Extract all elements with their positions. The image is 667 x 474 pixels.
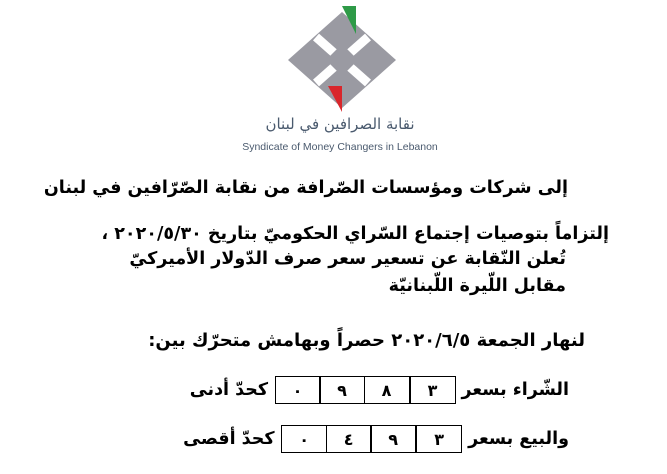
announcement-commitment: إلتزاماً بتوصيات إجتماع السّراي الحكوميّ بتاريخ ٢٠٢٠/٥/٣٠ ،: [101, 224, 609, 244]
sell-rate-row: [183, 424, 569, 454]
sell-digit-box: ٠: [281, 425, 327, 453]
logo-arabic-name: نقابة الصرافين في لبنان: [265, 115, 415, 133]
buy-rate-row: [190, 375, 569, 405]
announcement-date: لنهار الجمعة ٢٠٢٠/٦/٥ حصراً وبهامش متحرّك بين:: [148, 330, 585, 351]
syndicate-logo: [272, 4, 412, 114]
sell-rate-boxes: [283, 425, 463, 453]
announcement-pricing: تُعلن النّقابة عن تسعير سعر صرف الدّولار الأميركيّ: [129, 249, 566, 269]
buy-digit-box: ٣: [410, 376, 456, 404]
sell-digit-box: ٩: [370, 425, 416, 453]
buy-digit-box: ٠: [275, 376, 321, 404]
sell-digit-box: ٣: [416, 425, 462, 453]
sell-digit-box: ٤: [326, 425, 372, 453]
sell-rate-label: والبيع بسعر: [468, 429, 569, 449]
buy-digit-box: ٩: [319, 376, 365, 404]
buy-digit-box: ٨: [364, 376, 410, 404]
buy-rate-boxes: [276, 376, 456, 404]
buy-rate-label: الشّراء بسعر: [461, 380, 569, 400]
logo-english-name: Syndicate of Money Changers in Lebanon: [242, 141, 438, 153]
announcement-recipients: إلى شركات ومؤسسات الصّرافة من نقابة الصّرّافين في لبنان: [43, 178, 568, 198]
sell-rate-suffix: كحدّ أقصى: [183, 429, 275, 449]
announcement-against-lira: مقابل اللّيرة اللّبنانيّة: [388, 276, 566, 296]
logo-red-triangle: [328, 86, 342, 112]
buy-rate-suffix: كحدّ أدنى: [189, 380, 269, 400]
